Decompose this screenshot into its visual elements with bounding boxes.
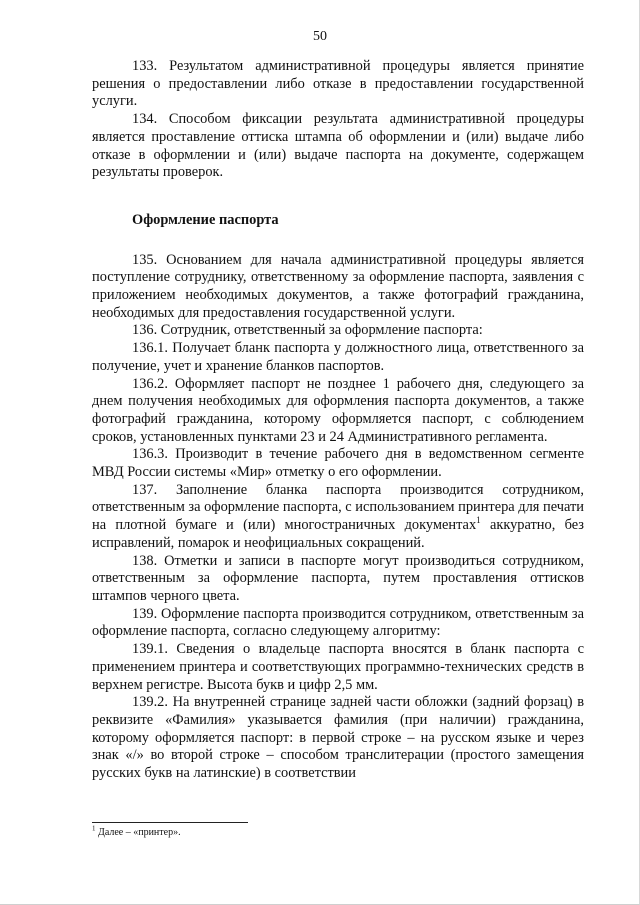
paragraph-138: 138. Отметки и записи в паспорте могут производиться сотрудником, ответственным за оформление паспорта, путем проставления оттисков штампов черного цвета.: [92, 552, 584, 604]
footnote: [92, 824, 181, 838]
paragraph-136: 136. Сотрудник, ответственный за оформление паспорта:: [132, 322, 483, 339]
paragraph-137-text-a: 137. Заполнение бланка паспорта производится сотрудником, ответственным за оформление паспорта, с использованием принтера для печати на плотной бумаге и (или) многостраничных документах: [92, 481, 584, 534]
page-number: 50: [313, 29, 327, 44]
document-body: [92, 58, 584, 783]
paragraph-137: [92, 482, 584, 553]
paragraph-136-3: 136.3. Производит в течение рабочего дня в ведомственном сегменте МВД России системы «Мир» отметку о его оформлении.: [92, 446, 584, 481]
section-heading: Оформление паспорта: [132, 211, 279, 228]
footnote-marker: 1: [92, 824, 96, 833]
paragraph-136-1: 136.1. Получает бланк паспорта у должностного лица, ответственного за получение, учет и хранение бланков паспортов.: [92, 340, 584, 374]
paragraph-139: 139. Оформление паспорта производится сотрудником, ответственным за оформление паспорта, согласно следующему алгоритму:: [92, 605, 584, 640]
paragraph-139-1: 139.1. Сведения о владельце паспорта вносятся в бланк паспорта с применением принтера и соответствующих программно-технических средств в верхнем регистре. Высота букв и цифр 2,5 мм.: [92, 641, 584, 693]
footnote-text: Далее – «принтер».: [95, 827, 181, 838]
paragraph-135: 135. Основанием для начала административной процедуры является поступление сотруднику, ответственному за оформление паспорта, заявления с приложением необходимых документов, а также фотографий гражданина, необходимых для предоставления государственной услуги.: [92, 251, 584, 321]
paragraph-134: 134. Способом фиксации результата административной процедуры является проставление оттиска штампа об оформлении и (или) выдаче либо отказе в оформлении и (или) выдаче паспорта на документе, содержащем результаты проверок.: [92, 111, 584, 181]
paragraph-137-text-b: аккуратно, без исправлений, помарок и неофициальных сокращений.: [92, 517, 584, 551]
paragraph-133: 133. Результатом административной процедуры является принятие решения о предоставлении либо отказе в предоставлении государственной услуги.: [92, 58, 584, 110]
footnote-reference-marker: 1: [476, 515, 481, 526]
paragraph-136-2: 136.2. Оформляет паспорт не позднее 1 рабочего дня, следующего за днем получения необходимых для оформления паспорта документов, а также фотографий гражданина, которому оформляется паспорт, с соблюдением сроков, установленных пунктами 23 и 24 Административного регламента.: [92, 375, 584, 445]
footnote-divider: [92, 822, 248, 823]
paragraph-139-2: 139.2. На внутренней странице задней части обложки (задний форзац) в реквизите «Фамилия» указывается фамилия (при наличии) гражданина, которому оформляется паспорт: в первой строке – на русском языке и через знак «/» во второй строке – способом транслитерации (простого замещения русских букв на латинские) в соответствии: [92, 694, 584, 782]
